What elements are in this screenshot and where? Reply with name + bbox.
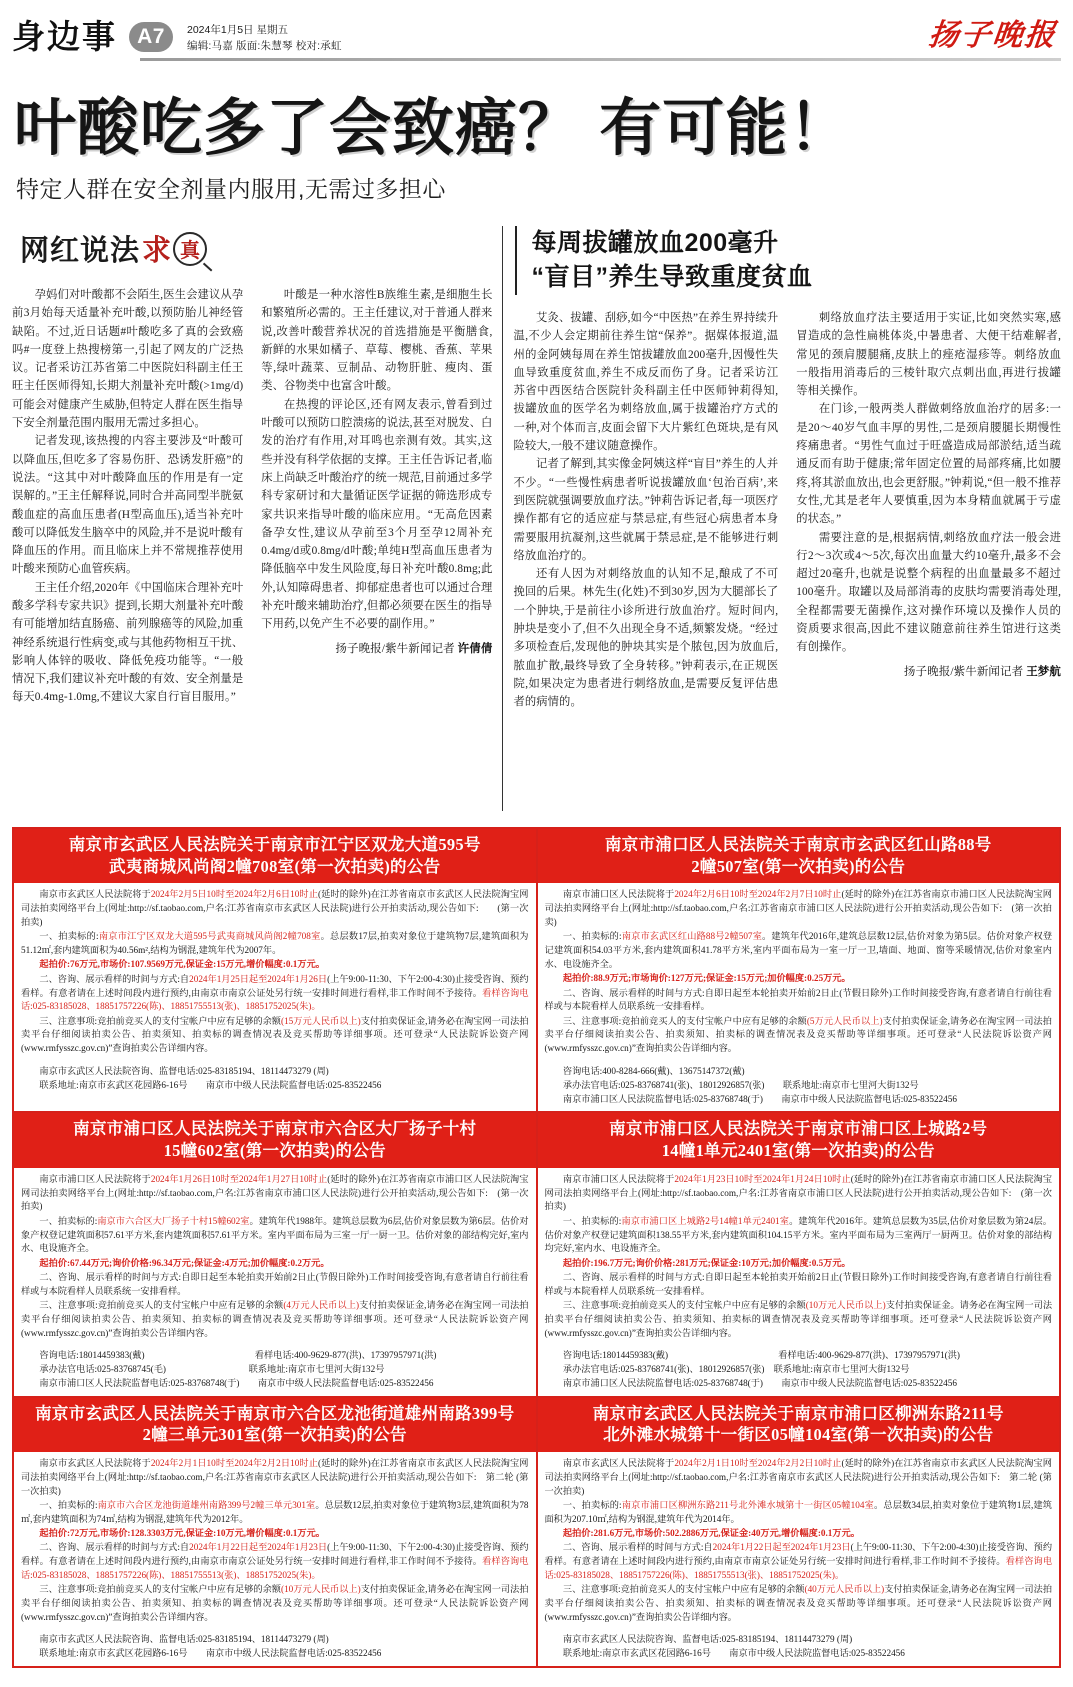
notice-text: 南京市玄武区人民法院将于: [39, 889, 151, 900]
notice-text: 支付拍卖保证金,请务必在淘宝网一司法拍卖平台仔细阅读拍卖公告、拍卖须知、拍卖标的调查情况表及竞买帮助等详细事项。还可登录“人民法院诉讼资产网(www.rmfysszc.gov.cn)”查询拍卖公告详细内容。: [21, 1300, 529, 1338]
notice-paragraph-viewing: [21, 973, 529, 1014]
notice-paragraph-viewing: [21, 1271, 529, 1299]
auction-notice-body: [538, 1168, 1060, 1347]
contact-line: 南京市玄武区人民法院咨询、监督电话:025-83185194、18114473279 (周): [39, 1065, 329, 1076]
auction-notice-title-line2: 2幢507室(第一次拍卖)的公告: [691, 856, 906, 876]
notice-text: 支付拍卖保证金,请务必在淘宝网一司法拍卖平台仔细阅读拍卖公告、拍卖须知、拍卖标的调查情况表及竞买帮助等详细事项。还可登录“人民法院诉讼资产网(www.rmfysszc.gov.cn)”查询拍卖公告详细内容。: [21, 1584, 529, 1622]
notice-text: 三、注意事项:竞拍前竞买人的支付宝帐户中应有足够的余额: [39, 1015, 282, 1026]
notice-text: 起拍价:76万元,市场价:107.9569万元,保证金:15万元,增价幅度:0.1万元。: [39, 959, 325, 970]
articles-region: [12, 226, 1061, 811]
highlight-text: (4万元人民币以上): [283, 1300, 360, 1310]
auction-notice: [537, 829, 1062, 1113]
paragraph: 需要注意的是,根据病情,刺络放血疗法一般会进行2～3次或4～5次,每次出血量大约10毫升,最多不会超过20毫升,也就是说整个病程的出血量最多不超过100毫升。取罐以及局部消毒的皮肤均需要消毒处理,全程都需要无菌操作,这对操作环境以及操作人员的资质要求很高,因此不建议随意前往养生馆进行这类有创操作。: [796, 531, 1062, 654]
auction-notice-title-line1: 南京市浦口区人民法院关于南京市玄武区红山路88号: [604, 834, 992, 854]
notice-paragraph-viewing: [545, 1541, 1053, 1582]
auction-notice-title-line2: 武夷商城风尚阁2幢708室(第一次拍卖)的公告: [109, 856, 441, 876]
auction-notice-body: [14, 1452, 536, 1631]
auction-notice: [537, 1113, 1062, 1397]
notice-paragraph-lot: [545, 1215, 1053, 1256]
article-right-col-1: [513, 309, 778, 712]
auction-notice-contacts: [538, 1063, 1060, 1112]
auction-notice-contacts: [538, 1347, 1060, 1396]
notice-text: (延时的除外)在江苏省南京市浦口区人民法院淘宝网司法拍卖网络平台上(网址:http://sf.taobao.com,户名:江苏省南京市浦口区人民法院)进行公开拍卖活动,现公告如下: (第一次拍卖): [21, 1173, 529, 1212]
contact-line: 南京市玄武区人民法院咨询、监督电话:025-83185194、18114473279 (周): [562, 1634, 853, 1645]
notice-text: (上午9:00-11:30、下午2:00-4:30)止接受咨询、预约看样。有意者请在上述时间段内进行预约,由南京市南京公证处另行统一安排时间进行看样,非工作时间不予接待。: [544, 1542, 1053, 1567]
auction-notice-title-line2: 北外滩水城第十一街区05幢104室(第一次拍卖)的公告: [603, 1425, 994, 1445]
highlight-text: 2024年1月25日起至2024年1月26日: [189, 973, 328, 984]
notice-text: (延时的除外)在江苏省南京市玄武区人民法院淘宝网司法拍卖网络平台上(网址:http://sf.taobao.com,户名:江苏省南京市玄武区人民法院)进行公开拍卖活动,现公告如下: 第二轮 (第一次拍卖): [544, 1458, 1052, 1496]
paragraph: 记者了解到,其实像金阿姨这样“盲目”养生的人并不少。“一些慢性病患者听说拔罐放血‘包治百病’,来到医院就强调要放血疗法。”钟莉告诉记者,每一项医疗操作都有它的适应症与禁忌症,有些冠心病患者本身需要服用抗凝剂,这些就属于禁忌症,是不能够进行刺络放血治疗的。: [513, 458, 779, 562]
highlight-text: (5万元人民币以上): [806, 1015, 883, 1026]
notice-text: 一、拍卖标的:: [562, 1500, 622, 1511]
notice-paragraph-intro: [21, 888, 529, 929]
contact-line: 联系地址:南京市玄武区花园路6-16号 南京市中级人民法院监督电话:025-83522456: [562, 1648, 905, 1659]
paragraph: 刺络放血疗法主要适用于实证,比如突然实寒,感冒造成的急性扁桃体炎,中暑患者、大便干结难解者,常见的颈肩腰腿痛,皮肤上的痤疮湿疹等。刺络放血一般指用消毒后的三棱针取穴点刺出血,再进行拔罐等相关操作。: [796, 311, 1062, 398]
auction-notice-body: [538, 1452, 1060, 1631]
notice-text: 起拍价:196.7万元;询价价格:281万元;保证金:10万元;加价幅度:0.5万元。: [562, 1257, 851, 1268]
notice-text: (延时的除外)在江苏省南京市浦口区人民法院淘宝网司法拍卖网络平台上(网址:http://sf.taobao.com,户名:江苏省南京市浦口区人民法院)进行公开拍卖活动,现公告如下: (第一次拍卖): [544, 889, 1052, 928]
page-headline: 叶酸吃多了会致癌？ 有可能！: [14, 94, 852, 163]
auction-notice-contacts: [14, 1347, 536, 1396]
notice-text: 三、注意事项:竞拍前竞买人的支付宝帐户中应有足够的余额: [562, 1015, 807, 1026]
notice-paragraph-lot: [545, 1499, 1053, 1527]
notice-paragraph-intro: [545, 1457, 1053, 1498]
auction-notices-grid: [12, 827, 1061, 1668]
contact-line: 咨询电话:18014459383(戴) 看样电话:400-9629-877(洪)、17397957971(洪): [39, 1349, 437, 1360]
article-right-title-line1: 每周拔罐放血200毫升: [531, 228, 779, 257]
byline-source: 扬子晚报/紫牛新闻记者: [903, 665, 1024, 678]
notice-text: 三、注意事项:竞拍前竞买人的支付宝帐户中应有足够的余额: [39, 1300, 284, 1310]
notice-paragraph-notes: [21, 1015, 529, 1056]
notice-paragraph-lot: [21, 930, 529, 958]
highlight-text: 2024年1月22日起至2024年1月23日: [189, 1542, 328, 1553]
paragraph: 叶酸是一种水溶性B族维生素,是细胞生长和繁殖所必需的。王主任建议,对于普通人群来说,改善叶酸营养状况的首选措施是平衡膳食,新鲜的水果如橘子、草莓、樱桃、香蕉、苹果等,绿叶蔬菜、豆制品、动物肝脏、瘦肉、蛋类、谷物类中也富含叶酸。: [261, 288, 493, 393]
auction-notice-contacts: [14, 1063, 536, 1098]
highlight-text: 2024年2月1日10时至2024年2月2日10时止: [150, 1458, 318, 1469]
highlight-text: 南京市浦口区上城路2号14幢1单元2401室: [621, 1215, 790, 1226]
notice-text: 二、咨询、展示看样的时间与方式:自即日起至本轮拍卖开始前2日止(节假日除外)工作时间接受咨询,有意者请自行前往看样或与本院看样人员联系统一安排看样。: [544, 987, 1052, 1012]
notice-text: 一、拍卖标的:: [39, 1215, 98, 1226]
notice-text: 。总层数12层,拍卖对象位于建筑物3层,建筑面积为78㎡,套内建筑面积为74㎡,结构为钢混,建筑年代为2012年。: [21, 1500, 529, 1524]
byline-source: 扬子晚报/紫牛新闻记者: [335, 642, 455, 655]
notice-text: 三、注意事项:竞拍前竞买人的支付宝帐户中应有足够的余额: [562, 1300, 806, 1310]
notice-paragraph-notes: [21, 1583, 529, 1624]
highlight-text: (10万元人民币以上): [281, 1584, 361, 1595]
contact-line: 咨询电话:18014459383(戴) 看样电话:400-9629-877(洪)、17397957971(洪): [562, 1349, 960, 1360]
contact-line: 南京市玄武区人民法院咨询、监督电话:025-83185194、18114473279 (周): [39, 1634, 329, 1645]
notice-paragraph-intro: [21, 1173, 529, 1214]
staff-credits: 编辑:马嘉 版面:朱慧琴 校对:承虹: [187, 40, 342, 53]
masthead-rule: [140, 58, 1061, 61]
contact-line: 咨询电话:400-8284-666(戴)、13675147372(戴): [562, 1065, 745, 1076]
notice-text: 起拍价:88.9万元;市场询价:127万元;保证金:15万元;加价幅度:0.25万元。: [562, 973, 851, 984]
magnifier-icon: 真: [173, 232, 207, 266]
notice-text: 。建筑年代1988年。建筑总层数为6层,估价对象层数为第6层。估价对象产权登记建筑面积57.61平方米,套内建筑面积57.61平方米。室内平面布局为三室一厅一厨一卫。估价对象的部结构完好,室内水、电设施齐全。: [21, 1215, 529, 1254]
notice-text: 。总层数34层,拍卖对象位于建筑物1层,建筑面积为207.10㎡,结构为钢混,建筑年代为2014年。: [544, 1500, 1052, 1524]
kicker-black-text: 网红说法: [20, 235, 141, 268]
notice-text: (延时的除外)在江苏省南京市玄武区人民法院淘宝网司法拍卖网络平台上(网址:http://sf.taobao.com,户名:江苏省南京市玄武区人民法院)进行公开拍卖活动,现公告如下: (第一次拍卖): [21, 889, 529, 928]
highlight-text: 2024年2月1日10时至2024年2月2日10时止: [674, 1458, 842, 1469]
notice-text: 南京市玄武区人民法院将于: [562, 1458, 675, 1469]
auction-notice-title-line1: 南京市玄武区人民法院关于南京市江宁区双龙大道595号: [68, 834, 481, 854]
highlight-text: 2024年2月5日10时至2024年2月6日10时止: [150, 889, 318, 900]
notice-text: 支付拍卖保证金,请务必在淘宝网一司法拍卖平台仔细阅读拍卖公告、拍卖须知、拍卖标的调查情况表及竞买帮助等详细事项。还可登录“人民法院诉讼资产网(www.rmfysszc.gov.cn)”查询拍卖公告详细内容。: [544, 1015, 1052, 1054]
notice-text: 三、注意事项:竞拍前竞买人的支付宝帐户中应有足够的余额: [39, 1584, 282, 1595]
article-right-byline: [796, 663, 1061, 682]
auction-notice-contacts: [14, 1631, 536, 1666]
auction-notice-title-line1: 南京市浦口区人民法院关于南京市六合区大厂扬子十村: [73, 1119, 477, 1139]
notice-paragraph-intro: [545, 888, 1053, 929]
notice-paragraph-intro: [21, 1457, 529, 1498]
article-right: [513, 226, 1061, 811]
contact-line: 南京市浦口区人民法院监督电话:025-83768748(于) 南京市中级人民法院监督电话:025-83522456: [39, 1378, 434, 1389]
paragraph: 在热搜的评论区,还有网友表示,曾看到过叶酸可以预防口腔溃疡的说法,甚至对脱发、白发的治疗有作用,对耳鸣也亲测有效。其实,这些并没有科学依据的支撑。王主任告诉记者,临床上尚缺乏叶酸治疗的统一规范,目前通过多学科专家研讨和大量循证医学证据的筛选形成专家共识来指导叶酸的临床应用。“无高危因素备孕女性,建议从孕前至3个月至孕12周补充0.4mg/d或0.8mg/d叶酸;单纯H型高血压患者为降低脑卒中发生风险度,每日补充叶酸0.8mg;此外,认知障碍患者、抑郁症患者也可以通过合理补充叶酸来辅助治疗,但都必须要在医生的指导下用药,以免产生不必要的副作用。”: [261, 398, 493, 631]
highlight-text: 2024年2月6日10时至2024年2月7日10时止: [674, 889, 842, 900]
auction-notice-title-line1: 南京市玄武区人民法院关于南京市六合区龙池街道雄州南路399号: [35, 1403, 515, 1423]
contact-line: 南京市浦口区人民法院监督电话:025-83768748(于) 南京市中级人民法院监督电话:025-83522456: [562, 1094, 957, 1105]
notice-text: 支付拍卖保证金。请务必在淘宝网一司法拍卖平台仔细阅读拍卖公告、拍卖须知、拍卖标的调查情况表及竞买帮助等详细事项。还可登录“人民法院诉讼资产网(www.rmfysszc.gov.cn)”查询拍卖公告详细内容。: [544, 1300, 1053, 1338]
paragraph: 还有人因为对刺络放血的认知不足,酿成了不可挽回的后果。林先生(化姓)不到30岁,因为大腿部长了一个肿块,于是前往小诊所进行放血治疗。短时间内,肿块是变小了,但不久出现全身不适,频繁发烧。“经过多项检查后,发现他的肿块其实是个脓包,因为放血后,脓血扩散,最终导致了全身转移。”钟莉表示,在正规医院,如果决定为患者进行刺络放血,是需要反复评估患者的病情的。: [513, 568, 779, 709]
paragraph: 王主任介绍,2020年《中国临床合理补充叶酸多学科专家共识》提到,长期大剂量补充叶酸有可能增加结直肠癌、前列腺癌等的风险,加重神经系统退行性病变,或与其他药物相互干扰、影响人体锌的吸收、降低免疫功能等。“一般情况下,我们建议补充叶酸的有效、安全剂量是每天0.4mg-1.0mg,不建议大家自行盲目服用。”: [12, 581, 244, 704]
notice-text: 一、拍卖标的:: [562, 1215, 622, 1226]
highlight-text: 看样咨询电话:025-83185028、18851757226(陈)、18851755513(张)、18851752025(朱)。: [21, 1556, 529, 1581]
highlight-text: 2024年1月22日起至2024年1月23日: [712, 1542, 851, 1553]
article-left-col-1: [12, 286, 243, 707]
notice-paragraph-viewing: [545, 1271, 1053, 1299]
notice-paragraph-notes: [545, 1583, 1053, 1624]
page-subheadline: 特定人群在安全剂量内服用,无需过多担心: [16, 175, 446, 202]
highlight-text: (10万元人民币以上): [805, 1300, 886, 1310]
auction-notice-title-line2: 14幢1单元2401室(第一次拍卖)的公告: [661, 1141, 935, 1161]
auction-notice-title-line2: 15幢602室(第一次拍卖)的公告: [163, 1141, 386, 1161]
notice-text: (上午9:00-11:30、下午2:00-4:30)止接受咨询、预约看样。有意者请在上述时间段内进行预约,由南京市南京公证处另行统一安排时间进行看样,非工作时间不予接待。: [21, 1542, 529, 1567]
highlight-text: 2024年1月23日10时至2024年1月24日10时止: [674, 1173, 851, 1184]
notice-text: 二、咨询、展示看样的时间与方式:自: [562, 1542, 713, 1553]
article-left-byline: [261, 640, 492, 659]
notice-text: 二、咨询、展示看样的时间与方式:自: [39, 973, 190, 984]
article-left-columns: [12, 286, 492, 707]
article-right-columns: [513, 309, 1061, 712]
contact-line: 承办法官电话:025-83768741(张)、18012926857(张) 联系地址:南京市七里河大街132号: [562, 1364, 910, 1375]
notice-paragraph-price: [545, 1257, 1053, 1271]
notice-text: 二、咨询、展示看样的时间与方式:自即日起至本轮拍卖开始前2日止(节假日除外)工作时间接受咨询,有意者请自行前往看样或与本院看样人员联系统一安排看样。: [21, 1271, 529, 1296]
notice-paragraph-viewing: [545, 987, 1053, 1015]
article-right-title-line2: “盲目”养生导致重度贫血: [531, 263, 813, 292]
notice-text: (延时的除外)在江苏省南京市浦口区人民法院淘宝网司法拍卖网络平台上(网址:http://sf.taobao.com,户名:江苏省南京市浦口区人民法院)进行公开拍卖活动,现公告如下: (第一次拍卖): [544, 1173, 1053, 1212]
auction-notice-title: [14, 1398, 536, 1453]
article-right-title: [515, 226, 1061, 295]
notice-paragraph-notes: [545, 1015, 1053, 1056]
paragraph: 孕妈们对叶酸都不会陌生,医生会建议从孕前3月始每天适量补充叶酸,以预防胎儿神经管缺陷。不过,近日话题#叶酸吃多了真的会致癌吗#一度登上热搜榜第一,引起了网友的广泛热议。记者采访江苏省第二中医院妇科副主任王旺主任医师得知,长期大剂量补充叶酸(>1mg/d)可能会对健康产生威胁,但特定人群在医生指导下安全剂量范围内服用无需过多担心。: [12, 288, 244, 430]
auction-notice-title: [538, 829, 1060, 884]
highlight-text: 2024年1月26日10时至2024年1月27日10时止: [150, 1173, 328, 1184]
article-divider: [502, 226, 503, 811]
notice-text: 支付拍卖保证金,请务必在淘宝网一司法拍卖平台仔细阅读拍卖公告、拍卖须知、拍卖标的调查情况表及竞买帮助等详细事项。还可登录“人民法院诉讼资产网(www.rmfysszc.gov.cn)”查询拍卖公告详细内容。: [544, 1584, 1053, 1622]
section-title: 身边事: [12, 18, 117, 55]
notice-text: 南京市浦口区人民法院将于: [39, 1173, 151, 1184]
paragraph: 艾灸、拔罐、刮痧,如今“中医热”在养生界持续升温,不少人会定期前往养生馆“保养”。据媒体报道,温州的金阿姨每周在养生馆拔罐放血200毫升,因慢性失血导致重度贫血,养生不成反而伤了身。记者采访江苏省中西医结合医院针灸科副主任中医师钟莉得知,拔罐放血的医学名为刺络放血,属于拔罐治疗方式的一种,对个体而言,皮面会留下大片紫红色斑块,是有风险较大,一般不建议随意操作。: [513, 311, 779, 453]
notice-paragraph-viewing: [21, 1541, 529, 1582]
notice-text: (延时的除外)在江苏省南京市玄武区人民法院淘宝网司法拍卖网络平台上(网址:http://sf.taobao.com,户名:江苏省南京市玄武区人民法院)进行公开拍卖活动,现公告如下: 第二轮 (第一次拍卖): [21, 1458, 529, 1496]
highlight-text: 南京市浦口区柳洲东路211号北外滩水城第十一街区05幢104室: [621, 1500, 874, 1511]
notice-text: 二、咨询、展示看样的时间与方式:自即日起至本轮拍卖开始前2日止(节假日除外)工作时间接受咨询,有意者请自行前往看样或与本院看样人员联系统一安排看样。: [544, 1271, 1052, 1296]
notice-text: (上午9:00-11:30、下午2:00-4:30)止接受咨询、预约看样。有意者请在上述时间段内进行预约,由南京市南京公证处另行统一安排时间进行看样,非工作时间不予接待。: [21, 973, 529, 998]
notice-text: 起拍价:72万元,市场价:128.3303万元,保证金:10万元,增价幅度:0.1万元。: [39, 1528, 325, 1539]
highlight-text: 南京市六合区大厂扬子十村15幢602室: [97, 1215, 250, 1226]
notice-paragraph-lot: [21, 1499, 529, 1527]
highlight-text: (40万元人民币以上): [804, 1584, 885, 1595]
byline-reporter: 王梦航: [1026, 665, 1062, 678]
highlight-text: 看样咨询电话:025-83185028、18851757226(陈)、18851755513(张)、18851752025(朱)。: [544, 1556, 1053, 1581]
auction-notice: [12, 1113, 537, 1397]
notice-text: 一、拍卖标的:: [39, 1500, 98, 1511]
notice-paragraph-notes: [545, 1299, 1053, 1340]
highlight-text: 看样咨询电话:025-83185028、18851757226(陈)、18851755513(张)、18851752025(朱)。: [21, 987, 529, 1012]
paragraph: 在门诊,一般两类人群做刺络放血治疗的居多:一是20～40岁气血丰厚的男性,二是颈肩腰腿长期慢性疼痛患者。“男性气血过于旺盛造成局部淤结,适当疏通反而有助于健康;常年固定位置的局部疼痛,比如腰疼,将其淤血放出,也会更舒服。”钟莉说,“但一般不推荐女性,尤其是老年人要慎重,因为本身精血就属于亏虚的状态。”: [796, 403, 1062, 526]
auction-notice-contacts: [538, 1631, 1060, 1666]
notice-text: 一、拍卖标的:: [562, 931, 622, 942]
highlight-text: (15万元人民币以上): [281, 1015, 361, 1026]
paper-logo: 扬子晚报: [926, 19, 1059, 52]
notice-text: 三、注意事项:竞拍前竞买人的支付宝帐户中应有足够的余额: [562, 1584, 805, 1595]
auction-notice: [537, 1398, 1062, 1668]
notice-paragraph-lot: [545, 930, 1053, 971]
auction-notice-title: [14, 1113, 536, 1168]
notice-text: 起拍价:67.44万元;询价价格:96.34万元;保证金:4万元;加价幅度:0.2万元。: [39, 1257, 330, 1268]
auction-notice: [12, 1398, 537, 1668]
notice-paragraph-price: [545, 1527, 1053, 1541]
kicker-wanghong-qiuzhen: [20, 226, 492, 272]
highlight-text: 南京市玄武区红山路88号2幢507室: [621, 931, 763, 942]
auction-notice-title-line1: 南京市浦口区人民法院关于南京市浦口区上城路2号: [609, 1119, 988, 1139]
notice-text: 一、拍卖标的:: [39, 931, 99, 942]
contact-line: 承办法官电话:025-83768741(张)、18012926857(张) 联系地址:南京市七里河大街132号: [562, 1079, 919, 1090]
notice-text: 。总层数17层,拍卖对象位于建筑物7层,建筑面积为51.12㎡,套内建筑面积为40.56m²,结构为钢混,建筑年代为2007年。: [21, 931, 529, 956]
auction-notice-title: [538, 1113, 1060, 1168]
paragraph: 记者发现,该热搜的内容主要涉及“叶酸可以降血压,但吃多了容易伤肝、恐诱发肝癌”的说法。“这其中对叶酸降血压的作用是有一定误解的。”王主任解释说,同时合并高同型半胱氨酸血症的高血压患者(H型高血压),适当补充叶酸可以降低发生脑卒中的风险,并不是说叶酸有降血压的作用。而且临床上并不常规推荐使用叶酸来预防心血管疾病。: [12, 435, 244, 576]
notice-text: 。建筑年代2016年。建筑总层数为35层,估价对象层数为第24层。估价对象产权登记建筑面积138.55平方米,套内建筑面积104.15平方米。室内平面布局为三室两厅一厨两卫。估价对象的部结构均完好,室内水、电设施齐全。: [544, 1215, 1052, 1254]
byline-reporter: 许倩倩: [457, 642, 493, 655]
notice-paragraph-price: [21, 958, 529, 972]
highlight-text: 南京市江宁区双龙大道595号武夷商城风尚阁2幢708室: [98, 931, 321, 942]
issue-date: 2024年1月5日 星期五: [187, 24, 288, 36]
notice-text: 南京市玄武区人民法院将于: [39, 1458, 151, 1469]
auction-notice-title: [14, 829, 536, 884]
auction-notice-title-line1: 南京市玄武区人民法院关于南京市浦口区柳洲东路211号: [592, 1403, 1004, 1423]
notice-text: 南京市浦口区人民法院将于: [562, 1173, 675, 1184]
page-number-badge: A7: [129, 22, 173, 52]
notice-text: 起拍价:281.6万元,市场价:502.2886万元,保证金:40万元,增价幅度:0.1万元。: [562, 1528, 860, 1539]
notice-paragraph-intro: [545, 1173, 1053, 1214]
contact-line: 联系地址:南京市玄武区花园路6-16号 南京市中级人民法院监督电话:025-83522456: [39, 1079, 382, 1090]
auction-notice-title: [538, 1398, 1060, 1453]
contact-line: 南京市浦口区人民法院监督电话:025-83768748(于) 南京市中级人民法院监督电话:025-83522456: [562, 1378, 957, 1389]
article-left-col-2: [261, 286, 492, 707]
auction-notice-body: [14, 883, 536, 1062]
contact-line: 联系地址:南京市玄武区花园路6-16号 南京市中级人民法院监督电话:025-83522456: [39, 1648, 382, 1659]
notice-paragraph-notes: [21, 1299, 529, 1340]
auction-notice-body: [14, 1168, 536, 1347]
masthead-meta: [187, 22, 342, 55]
auction-notice-body: [538, 883, 1060, 1062]
notice-text: 支付拍卖保证金,请务必在淘宝网一司法拍卖平台仔细阅读拍卖公告、拍卖须知、拍卖标的调查情况表及竞买帮助等详细事项。还可登录“人民法院诉讼资产网(www.rmfysszc.gov.cn)”查询拍卖公告详细内容。: [21, 1015, 529, 1054]
notice-paragraph-price: [545, 972, 1053, 986]
auction-notice: [12, 829, 537, 1113]
notice-paragraph-price: [21, 1257, 529, 1271]
kicker-red-text: 求: [142, 235, 173, 268]
article-left: [12, 226, 492, 811]
masthead: [12, 0, 1061, 76]
notice-text: 二、咨询、展示看样的时间与方式:自: [39, 1542, 190, 1553]
notice-text: 。建筑年代2016年,建筑总层数12层,估价对象为第5层。估价对象产权登记建筑面积54.03平方米,套内建筑面积41.78平方米,室内平面布局为一室一厅一卫,墙面、地面、窗等采暖情况,估价对象室内水、电设施齐全。: [544, 931, 1053, 969]
highlight-text: 南京市六合区龙池街道雄州南路399号2幢三单元301室: [97, 1500, 316, 1511]
contact-line: 承办法官电话:025-83768745(毛) 联系地址:南京市七里河大街132号: [39, 1364, 385, 1375]
article-right-col-2: [796, 309, 1061, 712]
notice-paragraph-lot: [21, 1215, 529, 1256]
notice-paragraph-price: [21, 1527, 529, 1541]
notice-text: 南京市浦口区人民法院将于: [562, 889, 675, 900]
auction-notice-title-line2: 2幢三单元301室(第一次拍卖)的公告: [142, 1425, 407, 1445]
